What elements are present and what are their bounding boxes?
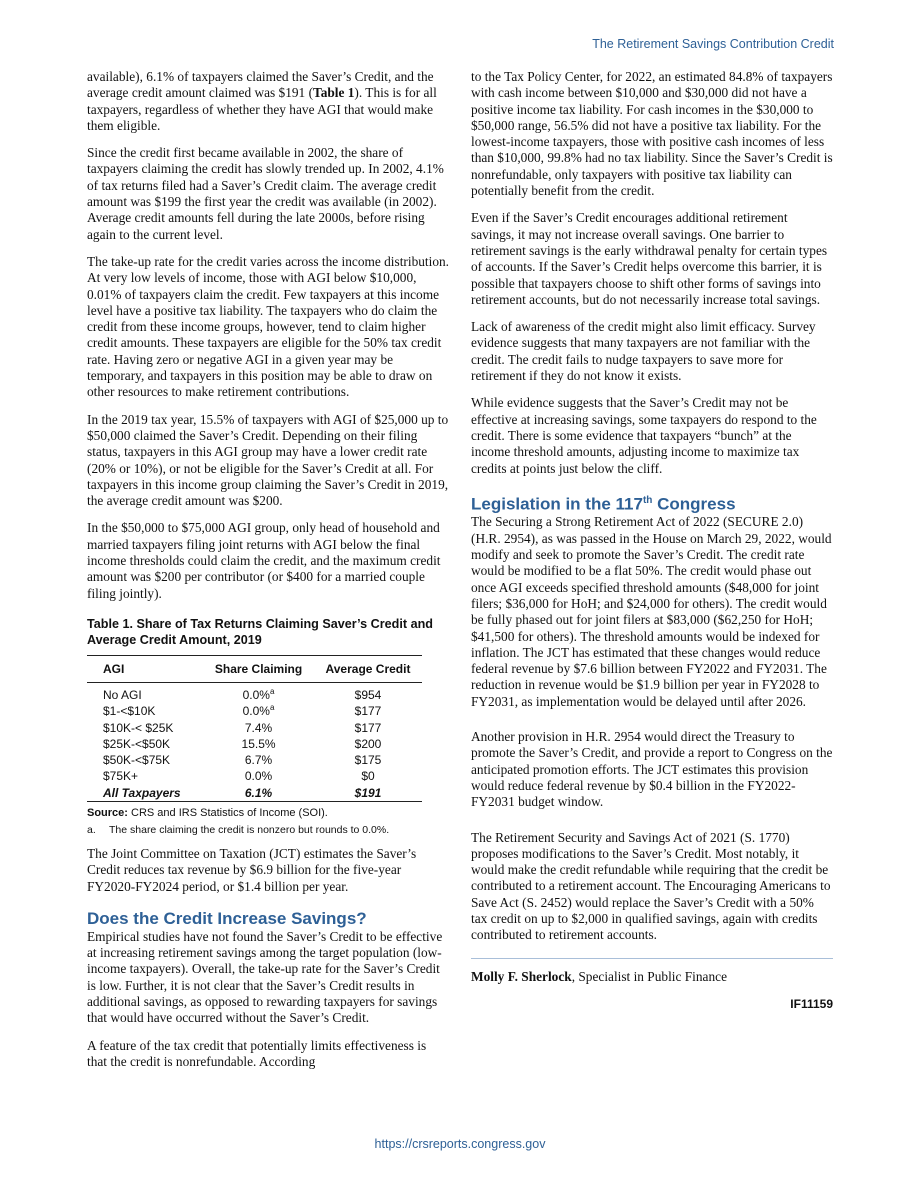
table-source: Source: CRS and IRS Statistics of Income (SOI).: [87, 806, 328, 819]
paragraph: In the 2019 tax year, 15.5% of taxpayers with AGI of $25,000 up to $50,000 claimed the Saver’s Credit. Depending on their filing status, taxpayers in this AGI group may have a lower credit rate (20% or 10%), or not be eligible for the Saver’s Credit at all. For taxpayers in this income group claiming the Saver’s Credit in 2019, the average credit amount was $200.: [87, 411, 449, 509]
left-column: [87, 69, 449, 1081]
right-column: [471, 69, 833, 1011]
footnote-mark: a: [269, 703, 275, 713]
table-reference: Table 1: [313, 85, 355, 101]
running-header: The Retirement Savings Contribution Credit: [592, 37, 834, 51]
section-heading: Legislation in the 117th Congress: [471, 494, 736, 514]
column-header: Share Claiming: [203, 655, 314, 682]
paragraph: available), 6.1% of taxpayers claimed the Saver’s Credit, and the average credit amount claimed was $191 (Table 1). This is for all taxpayers, regardless of whether they have AGI that would make them eligible.: [87, 69, 437, 133]
paragraph: In the $50,000 to $75,000 AGI group, only head of household and married taxpayers filing joint returns with AGI below the final income thresholds could claim the credit, and the maximum credit amount was $200 per contributor (or $400 for a married couple filing jointly).: [87, 520, 441, 601]
column-header: Average Credit: [314, 655, 422, 682]
document-id: IF11159: [790, 996, 833, 1011]
footer-url[interactable]: https://crsreports.congress.gov: [374, 1137, 546, 1151]
paragraph: The Joint Committee on Taxation (JCT) estimates the Saver’s Credit reduces tax revenue by $6.9 billion for the five-year FY2020-FY2024 period, or $1.4 billion per year.: [87, 845, 417, 894]
table-note: a. The share claiming the credit is nonzero but rounds to 0.0%.: [87, 823, 390, 836]
paragraph: Since the credit first became available in 2002, the share of taxpayers claiming the credit has slowly trended up. In 2002, 4.1% of tax returns filed had a Saver’s Credit claim. The average credit amount was $199 the first year the credit was available (in 2002). Average credit amounts fell during the late 2000s, before rising again to the current level.: [87, 145, 444, 242]
table-row: $50K-<$75K 6.7% $175: [103, 753, 382, 768]
paragraph: Even if the Saver’s Credit encourages additional retirement savings, it may not increase overall savings. One barrier to retirement savings is the early withdrawal penalty for certain types of accounts. If the Saver’s Credit helps overcome this barrier, it is possible that taxpayers choose to shift other forms of savings into retirement accounts, but do not necessarily increase total savings.: [471, 210, 828, 307]
footnote-mark: a: [269, 686, 275, 696]
table-row: $1-<$10K 0.0%$^a$ $177: [103, 703, 382, 719]
data-table: [87, 655, 422, 802]
table-header-row: [87, 655, 422, 682]
author-line: Molly F. Sherlock, Specialist in Public Finance: [471, 968, 727, 984]
table-row: $25K-<$50K 15.5% $200: [103, 736, 382, 751]
paragraph: Lack of awareness of the credit might also limit efficacy. Survey evidence suggests that many taxpayers are not familiar with the credit. The credit fails to nudge taxpayers to save more for retirement if they do not know it exists.: [471, 319, 816, 384]
section-heading: Does the Credit Increase Savings?: [87, 908, 367, 928]
paragraph: Another provision in H.R. 2954 would direct the Treasury to promote the Saver’s Credit, and provide a report to Congress on the anticipated promotion efforts. The JCT estimates this provision would reduce federal revenue by $0.4 billion in the FY2022-FY2031 budget window.: [471, 729, 833, 810]
paragraph: The take-up rate for the credit varies across the income distribution. At very low levels of income, those with AGI below $10,000, 0.01% of taxpayers claim the credit. Few taxpayers at this income level have a positive tax liability. The taxpayers who do claim the credit from these income groups, however, tend to claim higher credit amounts. These taxpayers are eligible for the 50% tax credit rate. Having zero or negative AGI in a given year may be temporary, and taxpayers in this position may be able to draw on other resources to make retirement contributions.: [87, 253, 450, 400]
table-caption: Table 1. Share of Tax Returns Claiming Saver’s Credit and Average Credit Amount, 2019: [87, 616, 433, 647]
paragraph: to the Tax Policy Center, for 2022, an estimated 84.8% of taxpayers with cash income between $10,000 and $30,000 did not have a positive income tax liability. For cash incomes in the $30,000 to $50,000 range, 56.5% did not have a positive tax liability. For the lowest-income taxpayers, those with positive cash incomes of less than $10,000, 99.8% had no tax liability. Since the Saver’s Credit is nonrefundable, only taxpayers with positive tax liability can potentially benefit from the credit.: [471, 69, 833, 199]
table-row: $75K+ 0.0% $0: [103, 769, 375, 784]
table-row: $10K-< $25K 7.4% $177: [103, 720, 382, 735]
table-total-row: All Taxpayers 6.1% $191: [87, 785, 422, 802]
table-row: No AGI 0.0%$^a$ $954: [103, 686, 382, 702]
paragraph: Empirical studies have not found the Saver’s Credit to be effective at increasing retirement savings among the target population (low-income taxpayers). Overall, the take-up rate for the Saver’s Credit is low. Further, it is not clear that the Saver’s Credit results in additional savings, as opposed to rewarding taxpayers for savings that would have occurred without the Saver’s Credit.: [87, 928, 443, 1026]
paragraph: While evidence suggests that the Saver’s Credit may not be effective at increasing savings, some taxpayers do respond to the credit. There is some evidence that taxpayers “bunch” at the income threshold amounts, adjusting income to maximize tax credits at points just below the cliff.: [471, 395, 817, 476]
divider: [471, 958, 833, 959]
column-header: AGI: [87, 655, 203, 682]
paragraph: The Retirement Security and Savings Act of 2021 (S. 1770) proposes modifications to the Saver’s Credit. Most notably, it would make the credit refundable while requiring that the credit be contributed to a retirement account. The Encouraging Americans to Save Act (S. 2452) would replace the Saver’s Credit with a 50% tax credit on up to $2,000 in qualified savings, again with credits contributed to retirement accounts.: [471, 829, 831, 943]
paragraph: A feature of the tax credit that potentially limits effectiveness is that the credit is nonrefundable. According: [87, 1037, 427, 1069]
paragraph: The Securing a Strong Retirement Act of 2022 (SECURE 2.0) (H.R. 2954), as was passed in the House on March 29, 2022, would modify and seek to promote the Saver’s Credit. The credit rate would be modified to be a flat 50%. The credit would phase out once AGI exceeds specified threshold amounts ($48,000 for joint filers; $36,000 for HoH; and $24,000 for others). The credit would be fully phased out for joint filers at $83,000 ($62,250 for HoH; $41,500 for others). The threshold amounts would be indexed for inflation. The JCT has estimated that these changes would reduce federal revenue by $7.6 billion between FY2022 and FY2031. The reduction in revenue would be $1.9 billion per year in FY2028 to FY2031, as implementation would be delayed until after 2026.: [471, 514, 832, 709]
